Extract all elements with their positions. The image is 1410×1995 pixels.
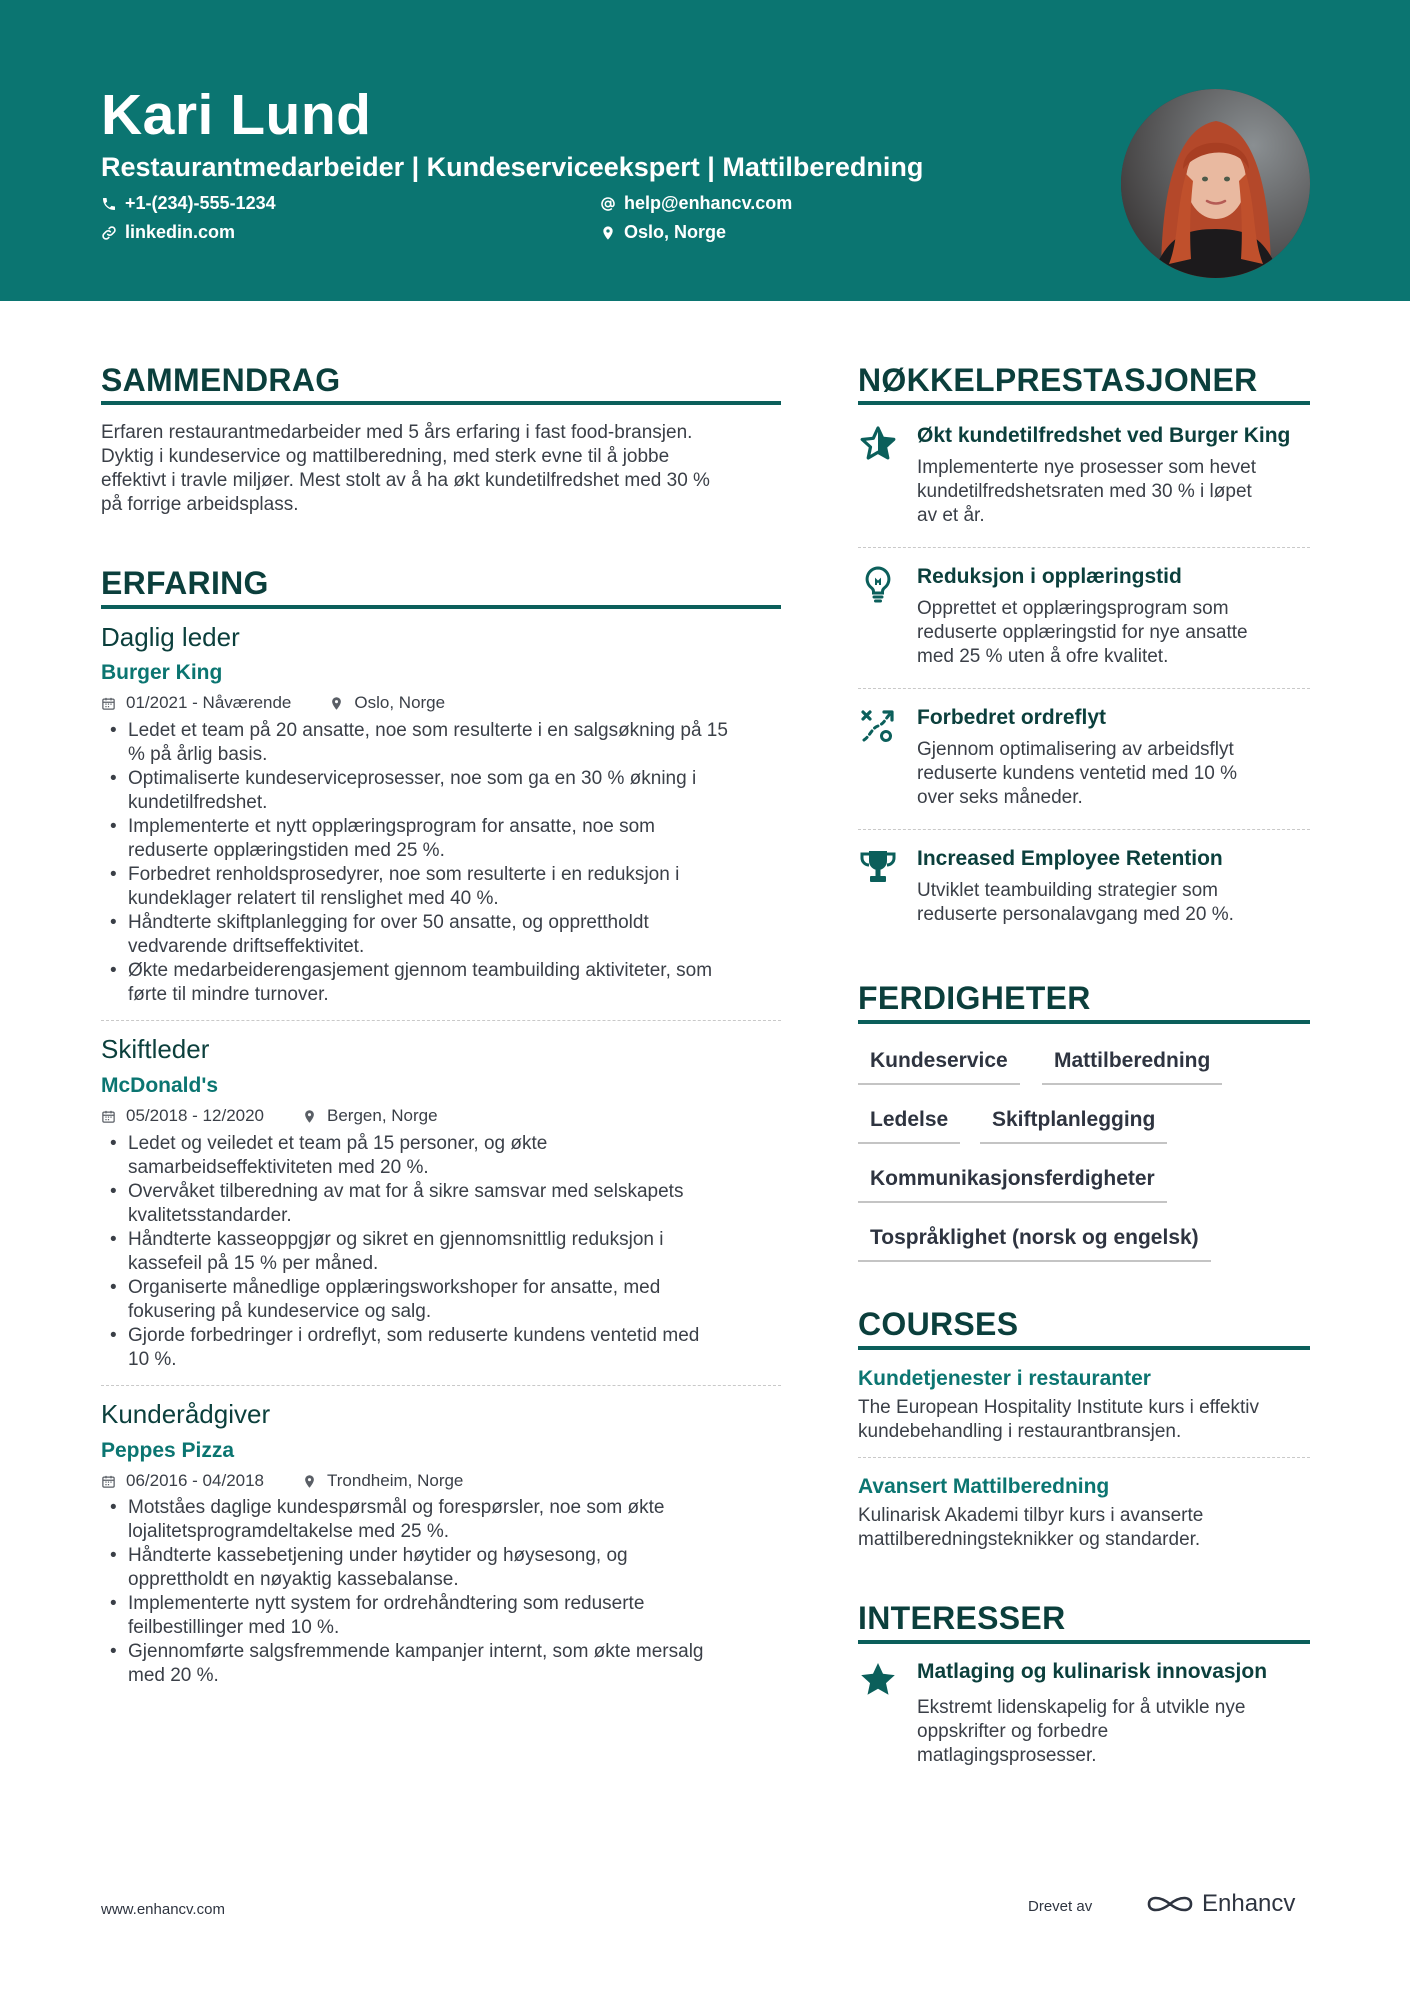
job-company: Burger King	[101, 661, 223, 684]
list-item: • Gjennomførte salgsfremmende kampanjer internt, som økte mersalg med 20 %.	[101, 1640, 791, 1688]
phone-icon	[101, 196, 117, 212]
job-meta	[101, 693, 445, 713]
achievements-title: NØKKELPRESTASJONER	[858, 362, 1258, 398]
job-meta	[101, 1471, 463, 1491]
job-company: Peppes Pizza	[101, 1439, 235, 1462]
job-bullets	[101, 719, 791, 1007]
header-banner	[0, 0, 1410, 301]
job-dates: 05/2018 - 12/2020	[126, 1106, 265, 1125]
interests-divider	[858, 1640, 1310, 1644]
location-pin-icon	[302, 1474, 317, 1489]
footer-website[interactable]: www.enhancv.com	[101, 1901, 225, 1918]
summary-line: Dyktig i kundeservice og mattilberedning, med sterk evne til å jobbe	[101, 446, 670, 467]
contact-linkedin[interactable]	[101, 222, 235, 243]
job-role: Daglig leder	[101, 622, 240, 652]
achievement-title: Reduksjon i opplæringstid	[917, 565, 1182, 588]
job-separator	[101, 1020, 781, 1021]
star-outline-icon	[858, 424, 898, 464]
phone-text: +1-(234)-555-1234	[125, 193, 276, 213]
footer-powered-by: Drevet av	[1028, 1898, 1093, 1915]
achievement-description: Gjennom optimalisering av arbeidsflyt reduserte kundens ventetid med 10 % over seks måneder.	[917, 739, 1238, 808]
job-bullets	[101, 1132, 791, 1372]
course-title: Avansert Mattilberedning	[858, 1475, 1110, 1498]
job-meta	[101, 1106, 438, 1126]
interest-description: Ekstremt lidenskapelig for å utvikle nye oppskrifter og forbedre matlagingsprosesser.	[917, 1697, 1246, 1766]
summary-line: effektivt i travle miljøer. Mest stolt av å ha økt kundetilfredshet med 30 %	[101, 470, 710, 491]
course-separator	[858, 1457, 1310, 1458]
skill-tag: Mattilberedning	[1042, 1049, 1222, 1085]
lightbulb-icon	[858, 565, 898, 605]
at-icon	[600, 196, 616, 212]
list-item: • Implementerte et nytt opplæringsprogram for ansatte, noe som reduserte opplæringstiden med 25 %.	[101, 815, 791, 863]
course-description: Kulinarisk Akademi tilbyr kurs i avanserte mattilberedningsteknikker og standarder.	[858, 1505, 1204, 1550]
course-title: Kundetjenester i restauranter	[858, 1367, 1151, 1390]
skills-title: FERDIGHETER	[858, 980, 1091, 1016]
summary-divider	[101, 401, 781, 405]
job-company: McDonald's	[101, 1074, 219, 1097]
star-icon	[858, 1660, 898, 1700]
brand-logo[interactable]	[1146, 1890, 1295, 1918]
email-text: help@enhancv.com	[624, 193, 793, 213]
achievement-description: Opprettet et opplæringsprogram som reduserte opplæringstid for nye ansatte med 25 % uten å ofre kvalitet.	[917, 598, 1248, 667]
portrait-illustration	[1121, 89, 1310, 278]
list-item: • Motståes daglige kundespørsmål og forespørsler, noe som økte lojalitetsprogramdeltakelse med 25 %.	[101, 1496, 791, 1544]
candidate-headline: Restaurantmedarbeider | Kundeserviceekspert | Mattilberedning	[101, 152, 924, 182]
trophy-icon	[858, 847, 898, 887]
calendar-icon	[101, 1109, 116, 1124]
achievement-separator	[858, 688, 1310, 689]
job-dates: 01/2021 - Nåværende	[126, 693, 292, 712]
linkedin-text: linkedin.com	[125, 222, 236, 242]
skill-tag: Tospråklighet (norsk og engelsk)	[858, 1226, 1211, 1262]
experience-title: ERFARING	[101, 565, 269, 601]
brand-name: Enhancv	[1202, 1890, 1296, 1917]
list-item: • Ledet og veiledet et team på 15 personer, og økte samarbeidseffektiviteten med 20 %.	[101, 1132, 791, 1180]
link-icon	[101, 225, 117, 241]
achievement-description: Implementerte nye prosesser som hevet kundetilfredshetsraten med 30 % i løpet av et år.	[917, 457, 1256, 526]
list-item: • Implementerte nytt system for ordrehåndtering som reduserte feilbestillinger med 10 %.	[101, 1592, 791, 1640]
calendar-icon	[101, 1474, 116, 1489]
contact-phone[interactable]	[101, 193, 276, 214]
skill-tag: Kundeservice	[858, 1049, 1020, 1085]
summary-text	[101, 421, 791, 517]
list-item: • Økte medarbeiderengasjement gjennom teambuilding aktiviteter, som førte til mindre turnover.	[101, 959, 791, 1007]
profile-photo	[1121, 89, 1310, 278]
list-item: • Gjorde forbedringer i ordreflyt, som reduserte kundens ventetid med 10 %.	[101, 1324, 791, 1372]
job-bullets	[101, 1496, 791, 1688]
summary-line: på forrige arbeidsplass.	[101, 494, 299, 515]
list-item: • Forbedret renholdsprosedyrer, noe som resulterte i en reduksjon i kundeklager relatert til renslighet med 40 %.	[101, 863, 791, 911]
courses-divider	[858, 1346, 1310, 1350]
location-pin-icon	[329, 696, 344, 711]
location-pin-icon	[600, 225, 616, 241]
job-role: Skiftleder	[101, 1034, 210, 1064]
achievement-title: Økt kundetilfredshet ved Burger King	[917, 424, 1291, 447]
list-item: • Håndterte kassebetjening under høytider og høysesong, og opprettholdt en nøyaktig kassebalanse.	[101, 1544, 791, 1592]
job-location: Oslo, Norge	[354, 693, 446, 712]
job-dates: 06/2016 - 04/2018	[126, 1471, 265, 1490]
list-item: • Håndterte skiftplanlegging for over 50 ansatte, og opprettholdt vedvarende driftseffektivitet.	[101, 911, 791, 959]
calendar-icon	[101, 696, 116, 711]
list-item: • Optimaliserte kundeserviceprosesser, noe som ga en 30 % økning i kundetilfredshet.	[101, 767, 791, 815]
achievement-separator	[858, 829, 1310, 830]
contact-email[interactable]	[600, 193, 792, 214]
location-pin-icon	[302, 1109, 317, 1124]
course-description: The European Hospitality Institute kurs i effektiv kundebehandling i restaurantbransjen.	[858, 1397, 1259, 1442]
list-item: • Organiserte månedlige opplæringsworkshoper for ansatte, med fokusering på kundeservice og salg.	[101, 1276, 791, 1324]
list-item: • Overvåket tilberedning av mat for å sikre samsvar med selskapets kvalitetsstandarder.	[101, 1180, 791, 1228]
job-location: Bergen, Norge	[327, 1106, 438, 1125]
experience-divider	[101, 605, 781, 609]
skill-tag: Ledelse	[858, 1108, 960, 1144]
list-item: • Ledet et team på 20 ansatte, noe som resulterte i en salgsøkning på 15 % på årlig basis.	[101, 719, 791, 767]
job-role: Kunderådgiver	[101, 1399, 271, 1429]
summary-title: SAMMENDRAG	[101, 362, 341, 398]
achievement-title: Forbedret ordreflyt	[917, 706, 1107, 729]
achievement-title: Increased Employee Retention	[917, 847, 1223, 870]
list-item: • Håndterte kasseoppgjør og sikret en gjennomsnittlig reduksjon i kassefeil på 15 % per måned.	[101, 1228, 791, 1276]
enhancv-logo-icon	[1146, 1891, 1194, 1917]
location-text: Oslo, Norge	[624, 222, 727, 242]
courses-title: COURSES	[858, 1306, 1019, 1342]
candidate-name: Kari Lund	[101, 83, 372, 147]
summary-line: Erfaren restaurantmedarbeider med 5 års erfaring i fast food-bransjen.	[101, 422, 693, 443]
job-separator	[101, 1385, 781, 1386]
strategy-arrow-icon	[858, 706, 898, 746]
skills-divider	[858, 1020, 1310, 1024]
interest-title: Matlaging og kulinarisk innovasjon	[917, 1660, 1268, 1683]
achievements-divider	[858, 401, 1310, 405]
interests-title: INTERESSER	[858, 1600, 1066, 1636]
job-location: Trondheim, Norge	[327, 1471, 464, 1490]
skill-tag: Kommunikasjonsferdigheter	[858, 1167, 1167, 1203]
achievement-description: Utviklet teambuilding strategier som reduserte personalavgang med 20 %.	[917, 880, 1234, 925]
achievement-separator	[858, 547, 1310, 548]
skill-tag: Skiftplanlegging	[980, 1108, 1167, 1144]
contact-location	[600, 222, 726, 243]
